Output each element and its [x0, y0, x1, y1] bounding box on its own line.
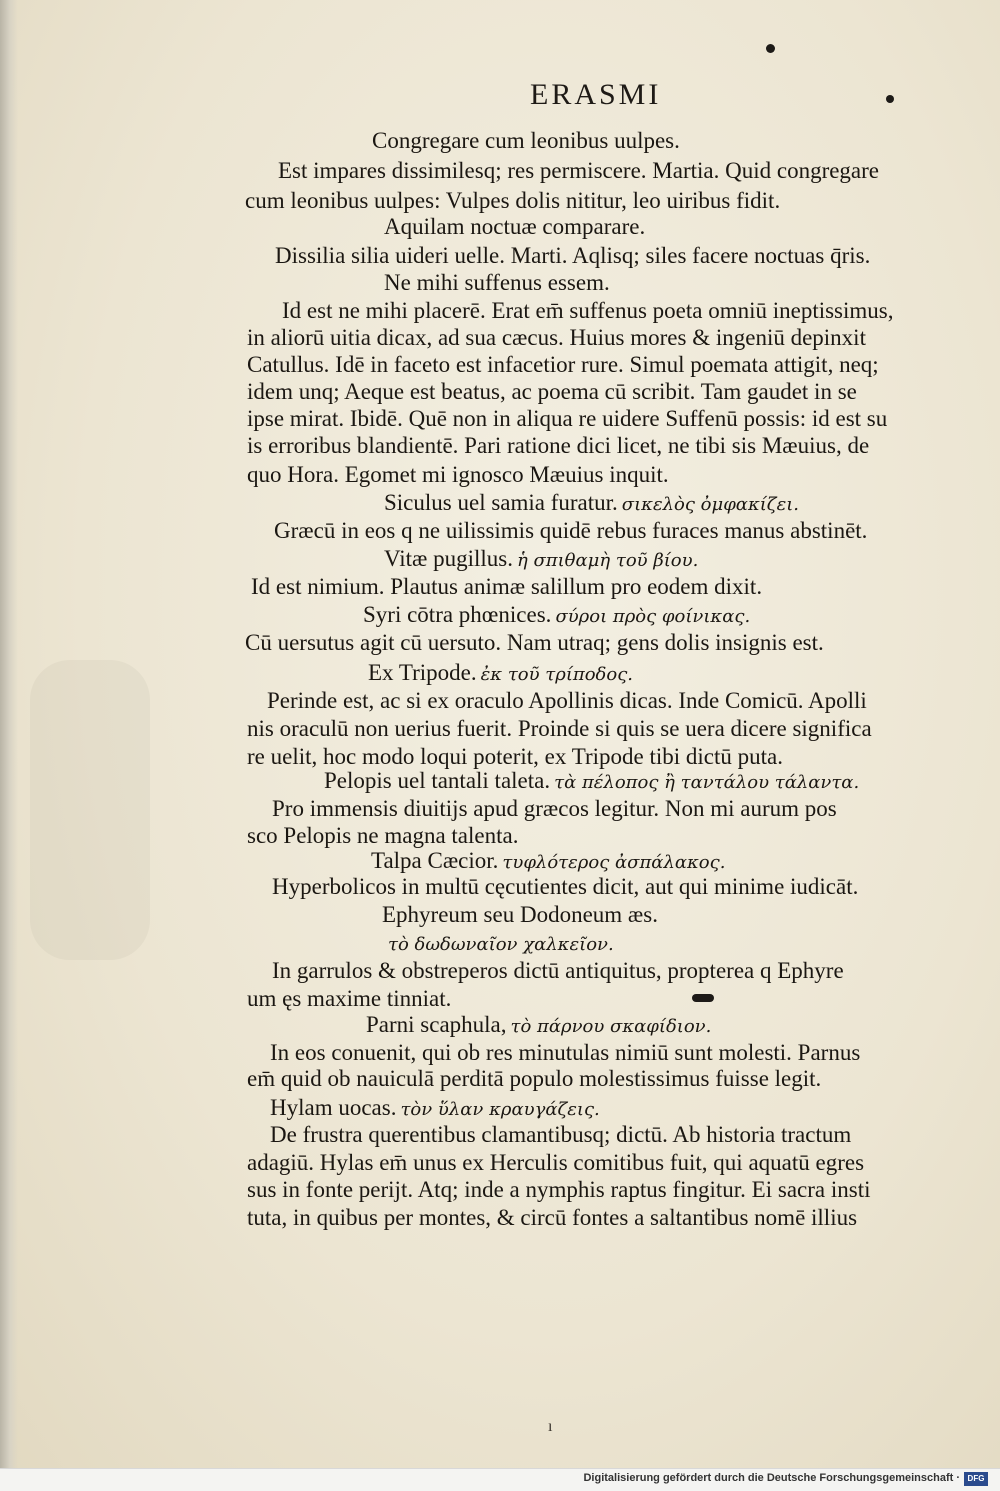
latin-text: Parni scaphula,	[366, 1012, 507, 1037]
text-line	[274, 518, 867, 544]
text-line	[388, 930, 614, 958]
greek-text: τὸ πάρνου σκαφίδιον.	[510, 1016, 712, 1037]
latin-text: Ephyreum seu Dodoneum æs.	[382, 902, 658, 927]
text-line	[247, 1150, 864, 1176]
text-line	[245, 188, 780, 214]
text-line	[368, 660, 633, 688]
text-line	[247, 1177, 870, 1203]
latin-text: idem unq; Aeque est beatus, ac poema cū scribit. Tam gaudet in se	[247, 379, 857, 404]
greek-text: ἐκ τοῦ τρίποδος.	[480, 664, 634, 685]
latin-text: Congregare cum leonibus uulpes.	[372, 128, 680, 153]
greek-text: σύροι πρὸς φοίνικας.	[555, 606, 751, 627]
paper-stain	[30, 660, 150, 960]
latin-text: adagiū. Hylas em̄ unus ex Herculis comitibus fuit, qui aquatū egres	[247, 1150, 865, 1175]
latin-text: Id est ne mihi placerē. Erat em̄ suffenus poeta omniū ineptissimus,	[282, 298, 894, 323]
latin-text: Ne mihi suffenus essem.	[384, 270, 610, 295]
latin-text: Pro immensis diuitijs apud græcos legitur. Non mi aurum pos	[272, 796, 837, 821]
text-line	[247, 325, 866, 351]
text-line	[270, 1095, 600, 1123]
text-line	[272, 796, 837, 822]
latin-text: Cū uersutus agit cū uersuto. Nam utraq; gens dolis insignis est.	[245, 630, 824, 655]
dfg-logo: DFG	[964, 1472, 988, 1486]
text-line	[247, 744, 783, 770]
text-line	[371, 848, 725, 876]
latin-text: Aquilam noctuæ comparare.	[384, 214, 646, 239]
latin-text: Hylam uocas.	[270, 1095, 397, 1120]
ink-spot	[886, 95, 894, 103]
text-line	[247, 433, 869, 459]
text-line	[272, 958, 844, 984]
text-line	[366, 1012, 711, 1040]
latin-text: Syri cōtra phœnices.	[363, 602, 552, 627]
greek-text: τυφλότερος ἀσπάλακος.	[502, 852, 726, 873]
text-line	[247, 1066, 821, 1092]
latin-text: Pelopis uel tantali taleta.	[324, 768, 551, 793]
latin-text: um ęs maxime tinniat.	[247, 986, 452, 1011]
text-line	[247, 379, 857, 405]
latin-text: in aliorū uitia dicax, ad sua cæcus. Huius mores & ingeniū depinxit	[247, 325, 866, 350]
latin-text: nis oraculū non uerius fuerit. Proinde si quis se uera dicere significa	[247, 716, 872, 741]
text-line	[247, 406, 887, 432]
text-line	[384, 490, 799, 518]
latin-text: Vitæ pugillus.	[384, 546, 513, 571]
greek-text: τὸ δωδωναῖον χαλκεῖον.	[388, 934, 614, 955]
latin-text: quo Hora. Egomet mi ignosco Mæuius inquit.	[247, 462, 669, 487]
footer-bar	[0, 1468, 1000, 1491]
text-line	[372, 128, 680, 154]
latin-text: tuta, in quibus per montes, & circū fontes a saltantibus nomē illius	[247, 1205, 858, 1230]
signature-mark: ı	[548, 1418, 553, 1435]
text-line	[272, 874, 858, 900]
ink-blot	[692, 994, 714, 1002]
text-line	[384, 546, 698, 574]
page-edge-shadow	[0, 0, 18, 1468]
text-line	[324, 768, 859, 796]
ink-spot	[766, 44, 775, 53]
text-line	[247, 823, 518, 849]
latin-text: sus in fonte perijt. Atq; inde a nymphis raptus fingitur. Ei sacra insti	[247, 1177, 871, 1202]
latin-text: Græcū in eos q ne uilissimis quidē rebus furaces manus abstinēt.	[274, 518, 868, 543]
latin-text: Ex Tripode.	[368, 660, 477, 685]
text-line	[270, 1122, 851, 1148]
text-line	[282, 298, 894, 324]
latin-text: Perinde est, ac si ex oraculo Apollinis dicas. Inde Comicū. Apolli	[267, 688, 867, 713]
latin-text: Id est nimium. Plautus animæ salillum pro eodem dixit.	[251, 574, 763, 599]
latin-text: em̄ quid ob nauiculā perditā populo molestissimus fuisse legit.	[247, 1066, 822, 1091]
latin-text: In garrulos & obstreperos dictū antiquitus, propterea q Ephyre	[272, 958, 844, 983]
greek-text: τὰ πέλοπος ἢ ταντάλου τάλαντα.	[554, 772, 860, 793]
text-line	[247, 1205, 857, 1231]
latin-text: In eos conuenit, qui ob res minutulas nimiū sunt molesti. Parnus	[270, 1040, 861, 1065]
text-line	[384, 214, 645, 240]
latin-text: re uelit, hoc modo loqui poterit, ex Tripode tibi dictū puta.	[247, 744, 783, 769]
text-line	[247, 352, 879, 378]
latin-text: De frustra querentibus clamantibusq; dictū. Ab historia tractum	[270, 1122, 852, 1147]
text-line	[251, 574, 762, 600]
latin-text: Hyperbolicos in multū cęcutientes dicit, aut qui minime iudicāt.	[272, 874, 859, 899]
funding-credit: Digitalisierung gefördert durch die Deutsche Forschungsgemeinschaft ·	[583, 1472, 960, 1484]
latin-text: is erroribus blandientē. Pari ratione dici licet, ne tibi sis Mæuius, de	[247, 433, 870, 458]
text-line	[247, 716, 872, 742]
latin-text: Catullus. Idē in faceto est infacetior rure. Simul poemata attigit, neq;	[247, 352, 879, 377]
latin-text: Talpa Cæcior.	[371, 848, 499, 873]
greek-text: ἡ σπιθαμὴ τοῦ βίου.	[516, 550, 699, 571]
text-line	[384, 270, 610, 296]
latin-text: sco Pelopis ne magna talenta.	[247, 823, 519, 848]
text-line	[275, 243, 870, 269]
latin-text: Dissilia silia uideri uelle. Marti. Aqlisq; siles facere noctuas q̄ris.	[275, 243, 871, 268]
text-line	[245, 630, 824, 656]
latin-text: Siculus uel samia furatur.	[384, 490, 618, 515]
text-line	[363, 602, 750, 630]
text-line	[270, 1040, 860, 1066]
latin-text: cum leonibus uulpes: Vulpes dolis nititur, leo uiribus fidit.	[245, 188, 781, 213]
greek-text: τὸν ὕλαν κραυγάζεις.	[400, 1099, 600, 1120]
latin-text: ipse mirat. Ibidē. Quē non in aliqua re uidere Suffenū possis: id est su	[247, 406, 888, 431]
greek-text: σικελὸς ὀμφακίζει.	[621, 494, 800, 515]
text-line	[267, 688, 867, 714]
text-line	[247, 462, 669, 488]
text-line	[247, 986, 451, 1012]
text-line	[382, 902, 658, 928]
latin-text: Est impares dissimilesq; res permiscere. Martia. Quid congregare	[278, 158, 880, 183]
running-title: ERASMI	[530, 78, 662, 111]
text-line	[278, 158, 879, 184]
